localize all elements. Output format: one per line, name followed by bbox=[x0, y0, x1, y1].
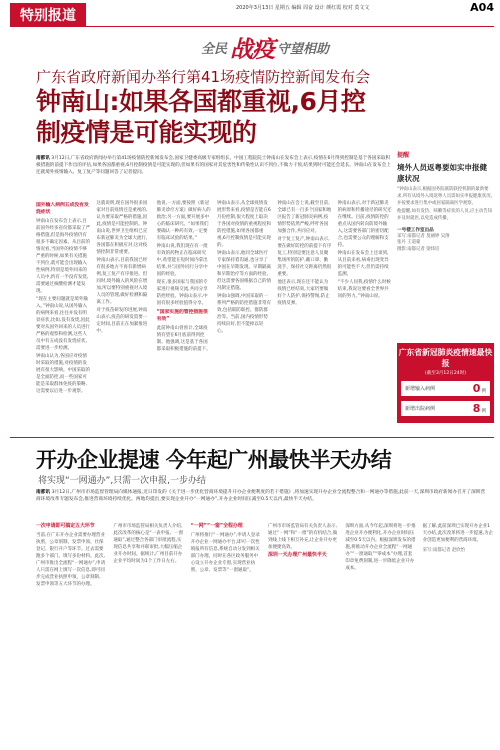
stat-value: 8 bbox=[472, 402, 481, 415]
paragraph: 广州将推行“一网通办”,申请人登录开办企业一网通办平台,即可一次性填报所有信息,系统自动分发到相关部门办理。同时在各区政务服务中心设立开办企业专窗,实现营业执照、公章、发票等“一窗通取”。 bbox=[190, 533, 260, 573]
article2-col-5 bbox=[345, 523, 416, 745]
header-info bbox=[236, 4, 369, 11]
article2-col-4 bbox=[268, 523, 339, 745]
article2-editor: 采写:南都记者 赵欣怡 bbox=[422, 548, 466, 553]
sidebar-text bbox=[397, 187, 494, 223]
sidebar-credit: 张丹 王道蒙 bbox=[397, 240, 421, 246]
stats-date: (截至3月12日24时) bbox=[424, 371, 467, 376]
paragraph: 钟南山表示,他同全球医疗专家保持着沟通,也分享了中国在早期发现、早期隔离和早期治疗等方面的经验,但这需要各国根据自己的情况制定措施。 bbox=[216, 251, 271, 291]
article1-lead bbox=[36, 155, 392, 177]
paragraph: 这就说明,现在国外很多国家对目前疫情还是重视的,认为要采取严格的措施,因此,疫情是可能控制的。钟南山说,世界卫生组织已宣布新冠肺炎为全球大流行,各国都在积极应对,这对疫情控制非常重要。 bbox=[96, 201, 148, 255]
article2-byline: 南都讯 bbox=[36, 490, 51, 495]
paragraph: “钟南山表示,根据国务院联防联控机制的最新要求,所有从境外入境返粤人员需如实申报健康状况,并按要求进行集中或居家隔离医学观察。 bbox=[397, 187, 492, 206]
paragraph: 他还表示,现在还不能认为疫情已经结束,大家仍要做好个人防护,保持警惕,防止疫情反弹。 bbox=[277, 280, 330, 306]
article1-col-6 bbox=[338, 200, 392, 432]
paragraph: 钟南山表示,从全球疫情发展形势来看,疫情是否能在6月份控制,很大程度上取决于各国对疫情的重视程度和防控措施,如果各国都重视,6月控制疫情是可能实现的。 bbox=[216, 201, 271, 248]
banner-left: 全民 bbox=[200, 41, 227, 57]
paragraph: 对于复工复产,钟南山表示,要在做好防控的前提下有序复工,特别是要注意人员聚集场所的防护,戴口罩、勤洗手、保持社交距离仍然很重要。 bbox=[277, 237, 332, 277]
paragraph: 钟南山在发布会上表示,目前国外经多省份都采取了严格措施,但是海外疫情仍有很多不确定因素。从目前的情况看,当国外的疫情不够严重的时候,如果有关措施不到位,就可能会出现输入性病例,特别是境外回来的人员中,约有一半没有发烧,需要通过核酸检测才能发现。 bbox=[36, 219, 90, 294]
paragraph: 钟南山在会上说,截至目前,全球已有一百多个国家和地区报告了新冠肺炎病例,疫情形势依然严峻,呼吁各国加强合作,共同应对。 bbox=[277, 201, 332, 234]
paragraph: 他提醒,如有发热、咳嗽等症状的人员,应主动告知并及时就医,以免造成传播。 bbox=[397, 209, 492, 222]
paragraph: 钟南山在发布会上还谈到,从目前来看,病毒出现变异的可能性不大,但仍需持续监测。 bbox=[337, 251, 389, 277]
mid-divider bbox=[10, 437, 494, 438]
stat-row bbox=[401, 381, 490, 396]
article1-col-1 bbox=[36, 200, 90, 432]
stat-label: 新增出院病例 bbox=[405, 406, 436, 412]
article1-lead-text: 3月12日,广东省政府新闻办举行第41场疫情防控新闻发布会,国家卫健委高级专家组组长、中国工程院院士钟南山在发布会上表示,疫情在6月得到控制是基于各国采取积极措施的前提下作出的评估,如果各国都重视,6月控制疫情是可能实现的,但如果有的国家对其危害性和传染性认识不到位,不做力干预,结果到时可能还会延长。钟南山在发布会上还就境外疫情输入、复工复产等问题回答了记者提问。 bbox=[36, 156, 391, 176]
top-divider bbox=[10, 26, 494, 27]
paragraph: 他说,一方面,要按照《新冠肺炎诊疗方案》做好病人的救治;另一方面,要开展多中心的临床研究。“如果我们要确认一种药有效,一定要有临床试验的结果。” bbox=[156, 201, 211, 241]
paragraph: 广州市市场监管局有关负责人表示,通过“一网”和“一窗”的有机结合,做到线上线下相互补充,让企业开办更加便捷高效。 bbox=[267, 524, 338, 550]
stat-row bbox=[401, 401, 490, 416]
paragraph: 据了解,此前深圳已实现开办企业1天办结,此次改革将进一步提速,为企业创造更加便利的营商环境。 bbox=[422, 524, 494, 543]
paragraph: 当前,在广东开办企业需要办理营业执照、公章刻制、发票申领、社保登记、银行开户等环节。过去需要跑多个部门、填写多份材料。此次,广州市推出全流程“一网通办”,申请人只需在网上填写一次信息,即可同步完成营业执照申领、公章刻制、发票申领等五大环节的办理。 bbox=[36, 533, 106, 587]
sidebar-kicker: 提醒 bbox=[397, 152, 410, 159]
stat-label: 新增输入病例 bbox=[405, 386, 436, 392]
article1-col-5 bbox=[277, 200, 331, 432]
article2-col-2 bbox=[113, 523, 184, 745]
paragraph: 对于疫苗研发的进展,钟南山表示,疫苗的研发需要一定时间,目前正在加紧推进中。 bbox=[96, 308, 148, 334]
sidebar-credit: 采写:南都记者 莫丽婷 吴溶 bbox=[397, 233, 450, 239]
paragraph: 钟南山强调,中国采取的一系列严格的防控措施非常有效,包括联防联控、群防群治等。当前,国内疫情形势持续向好,但不能掉以轻心。 bbox=[216, 294, 271, 334]
page-number: A04 bbox=[470, 1, 494, 14]
article2-subhead: 将实现“一网通办”,只需一次申报,一步办结 bbox=[38, 476, 207, 486]
article2-col-6 bbox=[423, 523, 494, 745]
article2-col-1 bbox=[36, 523, 107, 745]
paragraph: “现在主要问题就是境外输入。”钟南山说,从国外输入的病例来看,往往并没有明显症状,比如,没有发烧,因此要对从国外回来的人员进行严格的观察和检测,这些人员中有五成没有发烧症状,需要进一步检测。 bbox=[36, 297, 90, 351]
article1-body bbox=[36, 200, 392, 432]
stat-value: 0 bbox=[472, 382, 481, 395]
paragraph: 广州市市场监管局相关负责人介绍,此次改革的核心是“一表申报、一窗通取”,通过整合各部门审批流程,实现信息共享和并联审批,大幅压缩企业开办时间。据统计,广州目前开办企业平均时间为1个工作日左右。 bbox=[113, 524, 184, 564]
article1-headline: 钟南山:如果各国都重视,6月控制疫情是可能实现的 bbox=[36, 87, 366, 147]
sidebar-studio-label: 一号楼工作室出品 bbox=[397, 227, 434, 233]
paragraph: 钟南山表示,对于新冠肺炎的病原和传播途径的研究还在继续。目前,疫情防控的重点从国内转向防境外输入,这需要各部门的密切配合,也需要公众的理解和支持。 bbox=[337, 201, 392, 248]
section-banner bbox=[150, 28, 380, 66]
paragraph: 钟南山表示,目前我国已经有很多地方不再有新增病例,复工复产有序推进。但同时,境外输入的风险在增加,所以要特别重视对入境人员的管理,做好检测和隔离工作。 bbox=[96, 258, 148, 305]
article2-section-3: 深圳一天办理广州最快半天 bbox=[267, 552, 327, 558]
article1-subhead-2: “国家实施的管控措施很有效” bbox=[156, 310, 208, 322]
paragraph: “不少人问我,疫情什么时候结束,我说这要看全世界共同的努力。”钟南山说。 bbox=[337, 280, 391, 299]
article2-section-2: “一网”“一窗”全程办理 bbox=[190, 523, 243, 529]
stats-title: 广东省新冠肺炎疫情速最快报 bbox=[398, 348, 493, 368]
stat-unit: 例 bbox=[481, 389, 486, 394]
article1-byline: 南都讯 bbox=[36, 156, 50, 161]
article2-section-1: 一次申请即可搞定五大环节 bbox=[36, 523, 95, 529]
article1-col-3 bbox=[157, 200, 211, 432]
paragraph: 此前钟南山曾预计,全球疫情有望在6月底前得到控制。他强调,这是基于各国都采取积极措施的前提下。 bbox=[156, 326, 211, 352]
article1-col-2 bbox=[96, 200, 150, 432]
stat-unit: 例 bbox=[481, 409, 486, 414]
stats-box bbox=[397, 343, 494, 423]
article1-kicker: 广东省政府新闻办举行第41场疫情防控新闻发布会 bbox=[36, 68, 371, 86]
banner-right: 守望相助 bbox=[277, 41, 330, 57]
article2-col-3 bbox=[191, 523, 262, 745]
paragraph: 钟南山认为,各国应对疫情时采取的措施,对疫情的发展有很大影响。中国采取的是全面防控,而一些国家可能是采取群体免疫的策略,这需要以后进一步观察。 bbox=[36, 354, 90, 394]
section-tab: 特别报道 bbox=[10, 3, 86, 26]
banner-center: 战疫 bbox=[230, 36, 274, 63]
sidebar-title: 境外人员返粤要如实申报健康状况 bbox=[397, 163, 487, 183]
paragraph: 现在,很多国家与我国的专家进行视频交流,共同分享防控经验。钟南山表示,中国有很多经验值得分享。 bbox=[156, 280, 208, 306]
header-meta: 2020年3月13日 星期五 编辑 周奋 设计 颜红霞 校对 莫文文 bbox=[236, 5, 370, 11]
article2-lead-text: 3月12日,广州市市场监督管理局向媒体通报,近日印发的《关于进一步优化营商环境提升开办企业便利度的若干措施》,将加速实现开办企业全流程整合和一网通办等措施,此前一天,深圳市政府新闻办召开了深圳营商环境改革专题发布会,推进营商环境持续优化。两地均提出,要实现企业开办“一网通办”,开办企业时间压减至0.5天以内,最快半天办结。 bbox=[36, 490, 486, 503]
article1-col-4 bbox=[217, 200, 271, 432]
sidebar-credit: 摄影:南都记者 梁炜培 bbox=[397, 246, 440, 252]
article1-subhead-1: 国外输入病例五成没有发烧症状 bbox=[36, 203, 89, 215]
paragraph: 钟南山说,我们现在有一批有效的药物正在临床研究中,希望能在短时间内拿出结果,并与国外同行分享中国的经验。 bbox=[156, 244, 208, 277]
article2-headline: 开办企业提速 今年起广州最快半天办结 bbox=[36, 448, 392, 472]
paragraph: 深圳方面,从今年起,深圳将进一步推进企业开办便利化,开办企业时间压减至0.5天以内。根据深圳发布的措施,将推动开办企业全流程“一网通办”“一窗通取”“零成本”办理,首套印章免费刻制,进一步降低企业开办成本。 bbox=[345, 524, 416, 571]
article2-lead bbox=[36, 489, 488, 503]
article2-body bbox=[36, 523, 494, 745]
